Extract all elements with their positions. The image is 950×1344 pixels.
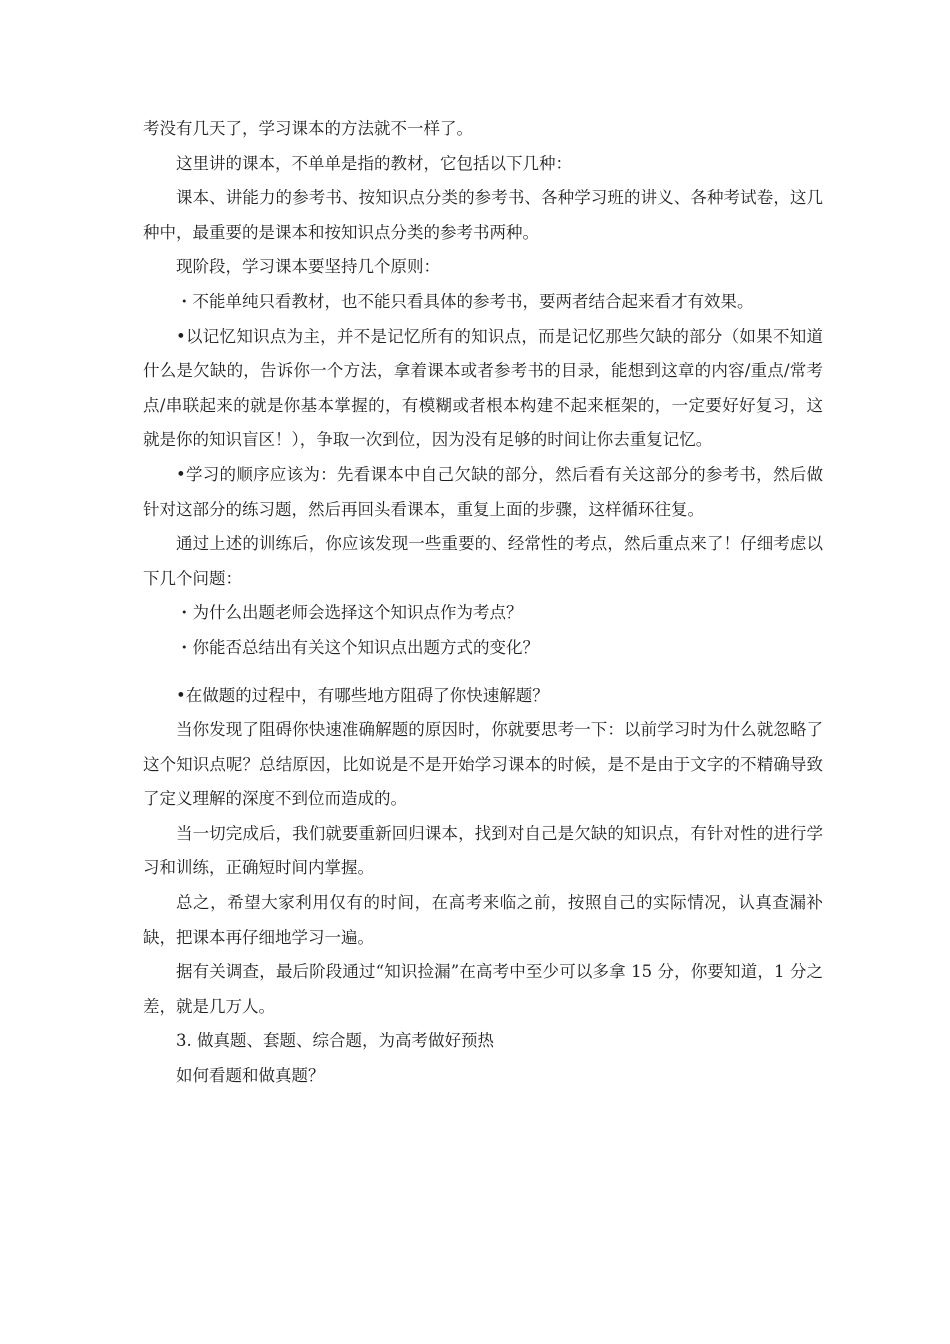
bullet-question-3: •在做题的过程中，有哪些地方阻碍了你快速解题？ (176, 685, 549, 705)
paragraph-textbook-types: 课本、讲能力的参考书、按知识点分类的参考书、各种学习班的讲义、各种考试卷，这几种中，最重要的是课本和按知识点分类的参考书两种。 (143, 188, 823, 242)
paragraph-survey: 据有关调查，最后阶段通过“知识捡漏”在高考中至少可以多拿 15 分，你要知道，1 分之差，就是几万人。 (143, 962, 823, 1016)
paragraph-continuation: 考没有几天了，学习课本的方法就不一样了。 (143, 119, 473, 138)
paragraph-key-points: 通过上述的训练后，你应该发现一些重要的、经常性的考点，然后重点来了！仔细考虑以下几个问题： (143, 534, 823, 588)
bullet-principle-1: ・不能单纯只看教材，也不能只看具体的参考书，要两者结合起来看才有效果。 (176, 291, 754, 311)
paragraph-return-to-textbook: 当一切完成后，我们就要重新回归课本，找到对自己是欠缺的知识点，有针对性的进行学习和训练，正确短时间内掌握。 (143, 823, 823, 878)
paragraph-textbook-definition: 这里讲的课本，不单单是指的教材，它包括以下几种： (176, 153, 572, 173)
bullet-principle-3: •学习的顺序应该为：先看课本中自己欠缺的部分，然后看有关这部分的参考书，然后做针对这部分的练习题，然后再回头看课本，重复上面的步骤，这样循环往复。 (143, 464, 823, 519)
document-body (143, 112, 823, 1094)
section-heading-3: 3. 做真题、套题、综合题，为高考做好预热 (176, 1031, 494, 1051)
bullet-principle-2: •以记忆知识点为主，并不是记忆所有的知识点，而是记忆那些欠缺的部分（如果不知道什么是欠缺的，告诉你一个方法，拿着课本或者参考书的目录，能想到这章的内容/重点/常考点/串联起来的就是你基本掌握的，有模糊或者根本构建不起来框架的，一定要好好复习，这就是你的知识盲区！），争取一次到位，因为没有足够的时间让你去重复记忆。 (143, 326, 823, 450)
paragraph-summary: 总之，希望大家利用仅有的时间，在高考来临之前，按照自己的实际情况，认真查漏补缺，把课本再仔细地学习一遍。 (143, 893, 823, 947)
bullet-question-2: ・你能否总结出有关这个知识点出题方式的变化？ (176, 637, 539, 657)
paragraph-reflection: 当你发现了阻碍你快速准确解题的原因时，你就要思考一下：以前学习时为什么就忽略了这个知识点呢？总结原因，比如说是不是开始学习课本的时候，是不是由于文字的不精确导致了定义理解的深度不到位而造成的。 (143, 720, 823, 809)
bullet-question-1: ・为什么出题老师会选择这个知识点作为考点？ (176, 603, 523, 623)
paragraph-how-to-practice: 如何看题和做真题？ (176, 1066, 325, 1086)
paragraph-principles-intro: 现阶段，学习课本要坚持几个原则： (176, 257, 440, 277)
